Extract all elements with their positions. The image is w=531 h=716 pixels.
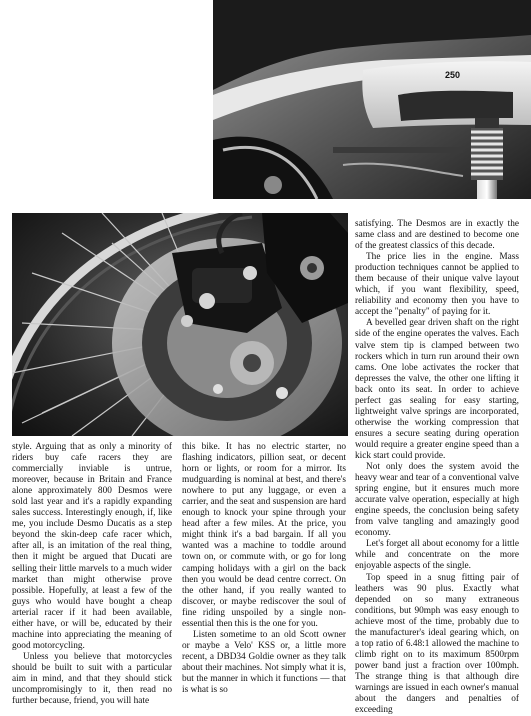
- article-paragraph: satisfying. The Desmos are in exactly the same class and are destined to become one of the greatest classics of this decade.: [355, 219, 519, 252]
- panel-decal: 250: [445, 70, 460, 80]
- article-paragraph: Not only does the system avoid the heavy wear and tear of a conventional valve spring engine, but it ensures much more accurate valve operation, especially at high engine speeds, the conclusion being safety from valve tangling and amazingly good economy.: [355, 462, 519, 539]
- article-column-left: [12, 442, 172, 707]
- motorcycle-side-photo: [213, 0, 531, 199]
- disc-brake-illustration: [12, 213, 348, 436]
- article-column-right: [355, 219, 519, 716]
- article-paragraph: Unless you believe that motorcycles should be built to suit with a particular aim in mind, and that they should stick uncompromisingly to it, then read no further because, friend, you will hate: [12, 652, 172, 707]
- article-paragraph: Let's forget all about economy for a little while and concentrate on the more enjoyable aspects of the single.: [355, 539, 519, 572]
- article-column-middle: [182, 442, 346, 696]
- motorcycle-side-illustration: [213, 0, 531, 199]
- article-paragraph: A bevelled gear driven shaft on the right side of the engine operates the valves. Each valve stem tip is clamped between two rockers which in turn run around their own cams. One lobe activates the rocker that depresses the valve, the other one lifting it back onto its seat. In order to achieve perfect gas sealing for easy starting, lightweight valve springs are incorporated, otherwise the working compression that ensures a secure seating during operation would require a greater engine speed than a kick start could provide.: [355, 318, 519, 462]
- article-paragraph: The price lies in the engine. Mass production techniques cannot be applied to them because of their unique valve layout which, if you want flexibility, speed, reliability and economy then you have to accept the "penalty" of paying for it.: [355, 252, 519, 318]
- article-paragraph: Top speed in a snug fitting pair of leathers was 90 plus. Exactly what depended on so many extraneous conditions, but 90mph was easy enough to achieve most of the time, probably due to the manufacturer's ideal gearing which, on a top ratio of 6.48:1 allowed the machine to climb right on to its maximum 8500rpm power band just a fraction over 100mph. The strange thing is that although dire warnings are issued in each owner's manual about the dangers and penalties of exceeding: [355, 573, 519, 716]
- disc-brake-photo: [12, 213, 348, 436]
- article-paragraph: this bike. It has no electric starter, no flashing indicators, pillion seat, or decent horn or lights, or room for a mirror. Its mudguarding is nominal at best, and there's nowhere to put any luggage, or even a carrier, and the seat and suspension are hard enough to knock your spine through your head after a few miles. At the price, you might think it's a bad bargain. If all you wanted was a machine to toddle around town on, or commute with, or go for long camping holidays with a girl on the back then you would be dead centre correct. On the other hand, if you really wanted to discover, or maybe rediscover the soul of fine riding unspoiled by a single non-essential then this is the one for you.: [182, 442, 346, 630]
- article-paragraph: style. Arguing that as only a minority of riders buy cafe racers they are commercially inviable is untrue, moreover, because in Britain and France alone approximately 800 Desmos were sold last year and it's a rapidly expanding sales success. Interestingly enough, if, like me, you include Desmo Ducatis as a step beyond the skin-deep cafe racer which, after all, is an imitation of the real thing, then it might be argued that Ducati are selling their little marvels to a much wider market than might otherwise prove possible. Hopefully, at least a few of the guys who would have bought a cheap arterial racer if it had been available, either have, or will be, educated by their machine into appreciating the meaning of good motorcycling.: [12, 442, 172, 652]
- article-paragraph: Listen sometime to an old Scott owner or maybe a Velo' KSS or, a little more recent, a DBD34 Goldie owner as they talk about their machines. Not simply what it is, but the manner in which it functions — that is what is so: [182, 630, 346, 696]
